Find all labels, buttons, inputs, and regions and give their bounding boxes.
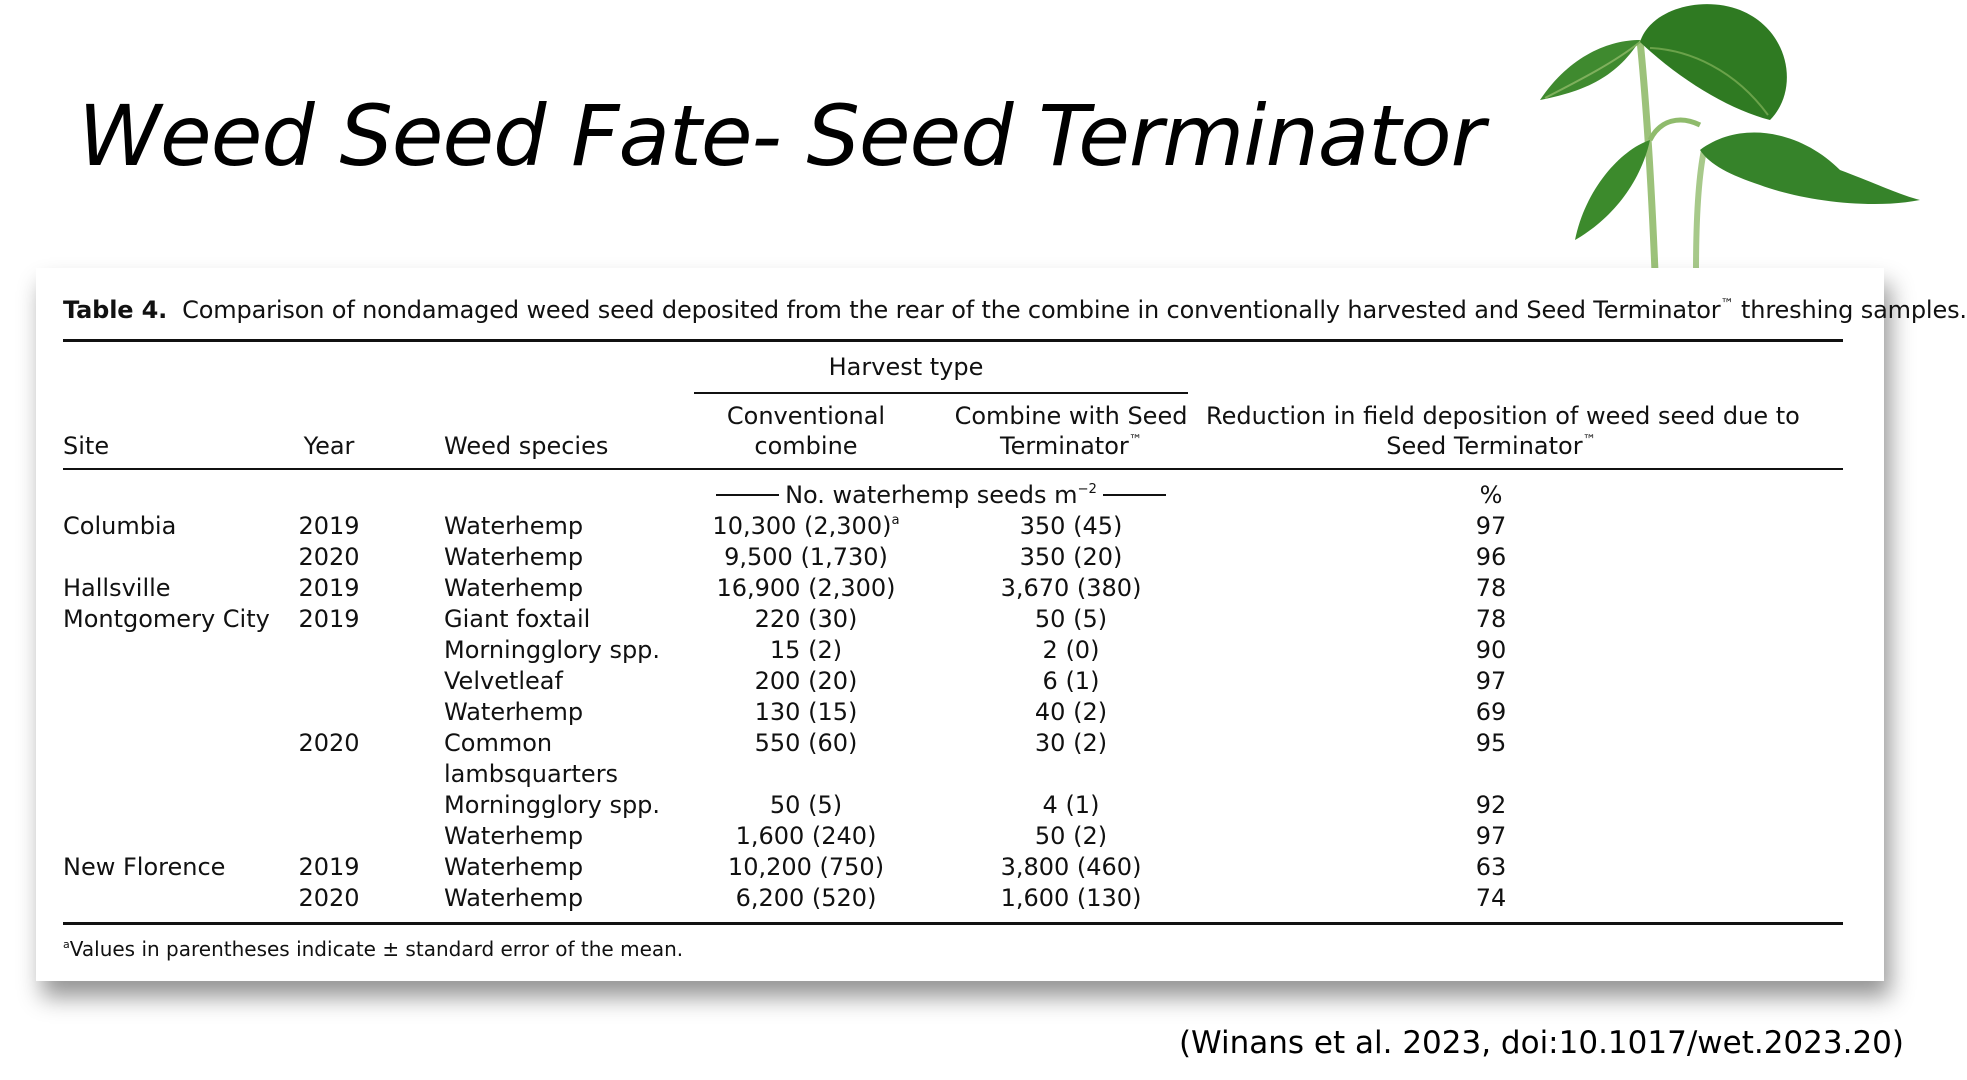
footnote-marker: a	[891, 513, 900, 529]
conventional-value: 16,900 (2,300)	[716, 574, 896, 602]
col-header-reduction	[1206, 401, 1800, 461]
cell-site: Hallsville	[63, 574, 171, 602]
cell-reduction: 97	[1475, 512, 1507, 540]
table-footnote	[63, 937, 683, 961]
cell-seed-terminator: 3,800 (460)	[1000, 853, 1142, 881]
seedling-plant-icon	[1500, 0, 1920, 272]
bottom-rule	[63, 922, 1843, 925]
cell-weed-species: Morningglory spp.	[444, 791, 661, 819]
cell-weed-species: Waterhemp	[444, 853, 584, 881]
seed-header-line1: Combine with Seed	[954, 402, 1188, 430]
conventional-value: 10,200 (750)	[727, 853, 885, 881]
cell-conventional	[676, 697, 936, 727]
cell-conventional	[676, 635, 936, 665]
cell-reduction: 69	[1475, 698, 1507, 726]
cell-seed-terminator: 4 (1)	[1042, 791, 1100, 819]
results-table	[36, 268, 1967, 981]
conventional-value: 9,500 (1,730)	[724, 543, 888, 571]
cell-reduction: 78	[1475, 574, 1507, 602]
units-prefix: No. waterhemp seeds m	[785, 481, 1078, 509]
cell-weed-species-cont: lambsquarters	[444, 760, 619, 788]
conventional-value: 15 (2)	[769, 636, 843, 664]
cell-year: 2020	[298, 543, 360, 571]
cell-weed-species: Waterhemp	[444, 543, 584, 571]
cell-reduction: 74	[1475, 884, 1507, 912]
cell-year: 2019	[298, 853, 360, 881]
reduction-header-line1: Reduction in field deposition of weed seed due to	[1206, 402, 1800, 430]
cell-year: 2019	[298, 574, 360, 602]
cell-seed-terminator: 6 (1)	[1042, 667, 1100, 695]
cell-reduction: 95	[1475, 729, 1507, 757]
conv-header-line1: Conventional	[726, 402, 886, 430]
conventional-value: 50 (5)	[769, 791, 843, 819]
cell-seed-terminator: 350 (20)	[1019, 543, 1123, 571]
col-header-conventional	[676, 401, 936, 461]
cell-conventional	[676, 883, 936, 913]
conventional-value: 10,300 (2,300)	[712, 512, 892, 540]
cell-weed-species: Waterhemp	[444, 822, 584, 850]
conventional-value: 200 (20)	[754, 667, 858, 695]
cell-year: 2019	[298, 512, 360, 540]
citation: (Winans et al. 2023, doi:10.1017/wet.2023.20)	[1178, 1025, 1904, 1061]
seed-header-line2: Terminator	[1000, 432, 1129, 460]
dash-line	[716, 494, 779, 496]
top-rule	[63, 339, 1843, 342]
cell-seed-terminator: 40 (2)	[1034, 698, 1108, 726]
cell-reduction: 97	[1475, 822, 1507, 850]
cell-weed-species: Morningglory spp.	[444, 636, 661, 664]
cell-conventional	[676, 728, 936, 758]
cell-weed-species: Waterhemp	[444, 884, 584, 912]
units-percent: %	[1479, 481, 1503, 509]
conv-header-line2: combine	[754, 432, 858, 460]
cell-conventional	[676, 542, 936, 572]
slide-title: Weed Seed Fate- Seed Terminator	[78, 87, 1485, 185]
col-header-weed-species: Weed species	[444, 432, 609, 460]
cell-weed-species: Waterhemp	[444, 698, 584, 726]
cell-reduction: 92	[1475, 791, 1507, 819]
cell-site: Columbia	[63, 512, 177, 540]
cell-weed-species: Common	[444, 729, 553, 757]
conventional-value: 6,200 (520)	[735, 884, 877, 912]
cell-reduction: 90	[1475, 636, 1507, 664]
table-label: Table 4.	[63, 296, 168, 324]
trademark-mark: ™	[1582, 433, 1596, 449]
cell-seed-terminator: 350 (45)	[1019, 512, 1123, 540]
trademark-mark: ™	[1720, 297, 1734, 313]
cell-site: New Florence	[63, 853, 226, 881]
cell-reduction: 78	[1475, 605, 1507, 633]
reduction-header-line2: Seed Terminator	[1386, 432, 1583, 460]
group-rule	[694, 392, 1188, 394]
conventional-value: 1,600 (240)	[735, 822, 877, 850]
table-caption	[63, 296, 1967, 324]
cell-year: 2020	[298, 729, 360, 757]
footnote-text: Values in parentheses indicate ± standard error of the mean.	[69, 937, 684, 961]
cell-conventional	[676, 821, 936, 851]
cell-seed-terminator: 50 (5)	[1034, 605, 1108, 633]
conventional-value: 130 (15)	[754, 698, 858, 726]
cell-conventional	[676, 511, 936, 541]
cell-seed-terminator: 2 (0)	[1042, 636, 1100, 664]
cell-weed-species: Waterhemp	[444, 574, 584, 602]
cell-reduction: 63	[1475, 853, 1507, 881]
cell-seed-terminator: 1,600 (130)	[1000, 884, 1142, 912]
units-seeds-per-m2	[716, 480, 1166, 510]
conventional-value: 220 (30)	[754, 605, 858, 633]
col-header-seed-terminator	[941, 401, 1201, 461]
cell-year: 2019	[298, 605, 360, 633]
cell-year: 2020	[298, 884, 360, 912]
cell-reduction: 97	[1475, 667, 1507, 695]
units-exponent: −2	[1077, 482, 1097, 498]
cell-seed-terminator: 30 (2)	[1034, 729, 1108, 757]
trademark-mark: ™	[1128, 433, 1142, 449]
cell-conventional	[676, 573, 936, 603]
cell-conventional	[676, 852, 936, 882]
conventional-value: 550 (60)	[754, 729, 858, 757]
cell-seed-terminator: 50 (2)	[1034, 822, 1108, 850]
caption-text: Comparison of nondamaged weed seed deposited from the rear of the combine in conventionally harvested and Seed Terminator	[182, 296, 1721, 324]
cell-seed-terminator: 3,670 (380)	[1000, 574, 1142, 602]
cell-conventional	[676, 666, 936, 696]
cell-conventional	[676, 604, 936, 634]
cell-site: Montgomery City	[63, 605, 270, 633]
cell-reduction: 96	[1475, 543, 1507, 571]
cell-weed-species: Waterhemp	[444, 512, 584, 540]
footnote-marker: a	[63, 937, 70, 951]
header-rule	[63, 468, 1843, 470]
group-header-harvest-type: Harvest type	[828, 353, 984, 381]
cell-weed-species: Giant foxtail	[444, 605, 591, 633]
cell-weed-species: Velvetleaf	[444, 667, 563, 695]
caption-end: threshing samples.	[1733, 296, 1967, 324]
dash-line	[1103, 494, 1166, 496]
col-header-year: Year	[303, 432, 355, 460]
units-seeds-label	[785, 481, 1097, 509]
col-header-site: Site	[63, 432, 110, 460]
cell-conventional	[676, 790, 936, 820]
